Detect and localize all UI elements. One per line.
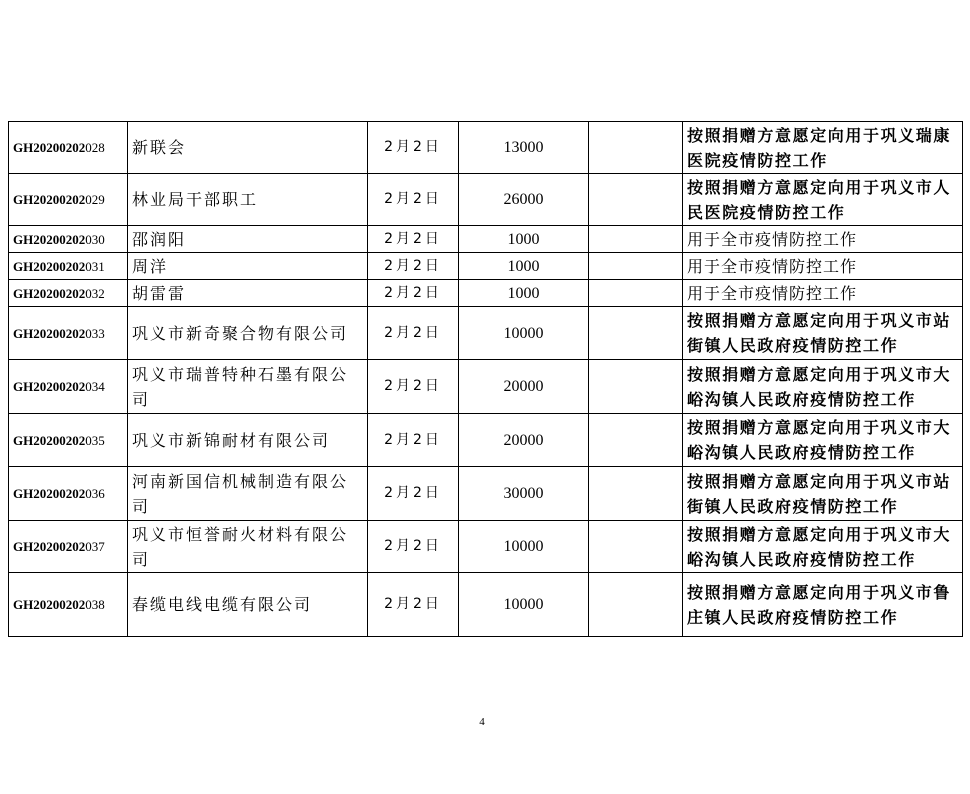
amount-cell: 1000 — [459, 226, 589, 253]
date-cell: 2月2日 — [368, 253, 459, 280]
blank-cell — [589, 307, 683, 360]
donation-id-prefix: GH20200202 — [13, 486, 86, 501]
donation-id-cell — [9, 226, 128, 253]
date-cell: 2月2日 — [368, 467, 459, 521]
date-cell: 2月2日 — [368, 307, 459, 360]
donor-name-cell: 巩义市新锦耐材有限公司 — [128, 414, 368, 467]
donation-id-prefix: GH20200202 — [13, 432, 86, 448]
amount-cell: 10000 — [459, 307, 589, 360]
table-row — [9, 414, 963, 467]
blank-cell — [589, 573, 683, 637]
date-cell: 2月2日 — [368, 280, 459, 307]
amount-cell: 1000 — [459, 280, 589, 307]
blank-cell — [589, 280, 683, 307]
donation-id-prefix: GH20200202 — [13, 539, 86, 554]
donation-table-body — [9, 122, 963, 637]
date-cell: 2月2日 — [368, 414, 459, 467]
blank-cell — [589, 122, 683, 174]
donor-name-cell: 胡雷雷 — [128, 280, 368, 307]
donation-id-cell — [9, 360, 128, 414]
amount-cell: 10000 — [459, 521, 589, 573]
donation-id-suffix: 038 — [85, 597, 105, 612]
amount-cell: 10000 — [459, 573, 589, 637]
donor-name-cell: 巩义市瑞普特种石墨有限公司 — [128, 360, 368, 414]
donation-id-suffix: 034 — [85, 379, 105, 394]
amount-cell: 20000 — [459, 414, 589, 467]
amount-cell: 1000 — [459, 253, 589, 280]
donation-table — [8, 121, 963, 637]
donation-id-prefix: GH20200202 — [13, 325, 86, 341]
donation-id-cell — [9, 414, 128, 467]
table-row — [9, 280, 963, 307]
donation-id-cell — [9, 467, 128, 521]
table-row — [9, 307, 963, 360]
donation-id-prefix: GH20200202 — [13, 231, 86, 247]
donation-id-suffix: 035 — [85, 432, 105, 448]
purpose-cell: 按照捐赠方意愿定向用于巩义市鲁庄镇人民政府疫情防控工作 — [683, 573, 963, 637]
date-cell: 2月2日 — [368, 521, 459, 573]
table-row — [9, 360, 963, 414]
table-row — [9, 253, 963, 280]
table-row — [9, 573, 963, 637]
purpose-cell: 按照捐赠方意愿定向用于巩义市站街镇人民政府疫情防控工作 — [683, 307, 963, 360]
purpose-cell: 按照捐赠方意愿定向用于巩义市大峪沟镇人民政府疫情防控工作 — [683, 521, 963, 573]
date-cell: 2月2日 — [368, 122, 459, 174]
donation-id-cell — [9, 253, 128, 280]
date-cell: 2月2日 — [368, 226, 459, 253]
purpose-cell: 按照捐赠方意愿定向用于巩义市大峪沟镇人民政府疫情防控工作 — [683, 360, 963, 414]
table-row — [9, 122, 963, 174]
donor-name-cell: 巩义市新奇聚合物有限公司 — [128, 307, 368, 360]
blank-cell — [589, 521, 683, 573]
donation-id-prefix: GH20200202 — [13, 192, 86, 207]
blank-cell — [589, 174, 683, 226]
table-row — [9, 226, 963, 253]
donor-name-cell: 河南新国信机械制造有限公司 — [128, 467, 368, 521]
donor-name-cell: 林业局干部职工 — [128, 174, 368, 226]
date-cell: 2月2日 — [368, 360, 459, 414]
donation-id-suffix: 036 — [85, 486, 105, 501]
donation-id-suffix: 030 — [85, 231, 105, 247]
donation-id-cell — [9, 521, 128, 573]
purpose-cell: 按照捐赠方意愿定向用于巩义市站街镇人民政府疫情防控工作 — [683, 467, 963, 521]
purpose-cell: 用于全市疫情防控工作 — [683, 226, 963, 253]
donation-id-cell — [9, 122, 128, 174]
blank-cell — [589, 253, 683, 280]
donation-id-prefix: GH20200202 — [13, 258, 86, 274]
donation-id-prefix: GH20200202 — [13, 379, 86, 394]
purpose-cell: 按照捐赠方意愿定向用于巩义市大峪沟镇人民政府疫情防控工作 — [683, 414, 963, 467]
donation-id-prefix: GH20200202 — [13, 285, 86, 301]
donor-name-cell: 周洋 — [128, 253, 368, 280]
donor-name-cell: 春缆电线电缆有限公司 — [128, 573, 368, 637]
blank-cell — [589, 414, 683, 467]
date-cell: 2月2日 — [368, 573, 459, 637]
donation-id-suffix: 029 — [85, 192, 105, 207]
amount-cell: 26000 — [459, 174, 589, 226]
donation-id-suffix: 037 — [85, 539, 105, 554]
donation-id-prefix: GH20200202 — [13, 140, 86, 155]
donation-id-cell — [9, 280, 128, 307]
blank-cell — [589, 360, 683, 414]
date-cell: 2月2日 — [368, 174, 459, 226]
donation-id-cell — [9, 573, 128, 637]
amount-cell: 13000 — [459, 122, 589, 174]
donation-id-suffix: 032 — [85, 285, 105, 301]
donation-id-prefix: GH20200202 — [13, 597, 86, 612]
donation-id-suffix: 031 — [85, 258, 105, 274]
donation-id-suffix: 028 — [85, 140, 105, 155]
donor-name-cell: 巩义市恒誉耐火材料有限公司 — [128, 521, 368, 573]
donor-name-cell: 新联会 — [128, 122, 368, 174]
blank-cell — [589, 467, 683, 521]
donation-id-cell — [9, 174, 128, 226]
page-number: 4 — [479, 716, 485, 728]
table-row — [9, 521, 963, 573]
purpose-cell: 按照捐赠方意愿定向用于巩义市人民医院疫情防控工作 — [683, 174, 963, 226]
blank-cell — [589, 226, 683, 253]
purpose-cell: 用于全市疫情防控工作 — [683, 253, 963, 280]
table-row — [9, 174, 963, 226]
purpose-cell: 用于全市疫情防控工作 — [683, 280, 963, 307]
donor-name-cell: 邵润阳 — [128, 226, 368, 253]
amount-cell: 30000 — [459, 467, 589, 521]
donation-id-cell — [9, 307, 128, 360]
donation-id-suffix: 033 — [85, 325, 105, 341]
table-row — [9, 467, 963, 521]
amount-cell: 20000 — [459, 360, 589, 414]
purpose-cell: 按照捐赠方意愿定向用于巩义瑞康医院疫情防控工作 — [683, 122, 963, 174]
